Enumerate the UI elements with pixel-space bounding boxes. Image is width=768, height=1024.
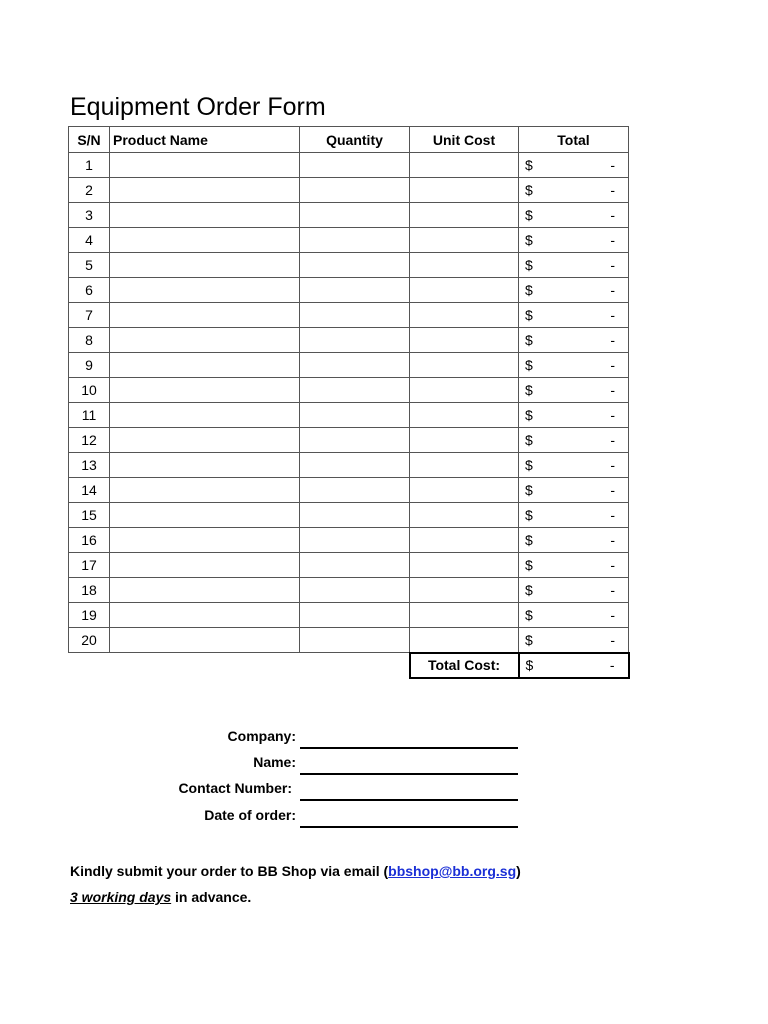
total-currency: $ (525, 282, 533, 298)
row-sn: 8 (69, 328, 110, 353)
row-sn: 12 (69, 428, 110, 453)
row-sn: 14 (69, 478, 110, 503)
total-amount: - (610, 482, 615, 498)
email-link[interactable]: bbshop@bb.org.sg (388, 863, 517, 879)
table-row (69, 578, 629, 603)
unit-cost-cell[interactable] (410, 453, 519, 478)
quantity-cell[interactable] (300, 528, 410, 553)
unit-cost-cell[interactable] (410, 153, 519, 178)
note-line-1 (70, 858, 521, 884)
total-cell (519, 528, 629, 553)
table-row (69, 478, 629, 503)
product-name-cell[interactable] (110, 328, 300, 353)
total-cell (519, 403, 629, 428)
row-sn: 7 (69, 303, 110, 328)
table-row (69, 403, 629, 428)
unit-cost-cell[interactable] (410, 228, 519, 253)
total-amount: - (610, 357, 615, 373)
product-name-cell[interactable] (110, 253, 300, 278)
total-cell (519, 553, 629, 578)
product-name-cell[interactable] (110, 478, 300, 503)
total-currency: $ (525, 382, 533, 398)
total-cell (519, 603, 629, 628)
total-currency: $ (525, 207, 533, 223)
total-cost-value (519, 653, 629, 678)
quantity-cell[interactable] (300, 278, 410, 303)
unit-cost-cell[interactable] (410, 378, 519, 403)
total-cell (519, 378, 629, 403)
total-cost-label: Total Cost: (410, 653, 519, 678)
header-sn: S/N (69, 127, 110, 153)
row-sn: 4 (69, 228, 110, 253)
row-sn: 10 (69, 378, 110, 403)
total-currency: $ (525, 232, 533, 248)
note-prefix: Kindly submit your order to BB Shop via email ( (70, 863, 389, 879)
table-row (69, 228, 629, 253)
total-cell (519, 153, 629, 178)
total-amount: - (610, 307, 615, 323)
total-cell (519, 328, 629, 353)
table-row (69, 278, 629, 303)
contact-number-label: Contact Number: (178, 780, 292, 796)
total-amount: - (610, 407, 615, 423)
total-currency: $ (525, 607, 533, 623)
table-row (69, 153, 629, 178)
quantity-cell[interactable] (300, 378, 410, 403)
total-currency: $ (525, 482, 533, 498)
row-sn: 11 (69, 403, 110, 428)
note-advance: in advance. (171, 889, 252, 905)
unit-cost-cell[interactable] (410, 478, 519, 503)
unit-cost-cell[interactable] (410, 628, 519, 653)
total-currency: $ (525, 432, 533, 448)
table-row (69, 603, 629, 628)
header-unit-cost: Unit Cost (410, 127, 519, 153)
table-row (69, 328, 629, 353)
row-sn: 16 (69, 528, 110, 553)
total-amount: - (610, 507, 615, 523)
total-amount: - (610, 582, 615, 598)
total-currency: $ (525, 357, 533, 373)
total-currency: $ (525, 257, 533, 273)
total-cost-row (69, 653, 629, 678)
quantity-cell[interactable] (300, 328, 410, 353)
total-cost-amount: - (609, 657, 615, 673)
product-name-cell[interactable] (110, 578, 300, 603)
quantity-cell[interactable] (300, 178, 410, 203)
table-header-row (69, 127, 629, 153)
total-cell (519, 178, 629, 203)
quantity-cell[interactable] (300, 253, 410, 278)
product-name-cell[interactable] (110, 503, 300, 528)
quantity-cell[interactable] (300, 503, 410, 528)
row-sn: 19 (69, 603, 110, 628)
product-name-cell[interactable] (110, 453, 300, 478)
total-cell (519, 578, 629, 603)
total-amount: - (610, 432, 615, 448)
quantity-cell[interactable] (300, 303, 410, 328)
unit-cost-cell[interactable] (410, 353, 519, 378)
product-name-cell[interactable] (110, 203, 300, 228)
product-name-cell[interactable] (110, 153, 300, 178)
unit-cost-cell[interactable] (410, 303, 519, 328)
unit-cost-cell[interactable] (410, 553, 519, 578)
quantity-cell[interactable] (300, 578, 410, 603)
note-emphasis: 3 working days (70, 889, 172, 905)
quantity-cell[interactable] (300, 153, 410, 178)
company-label: Company: (227, 728, 296, 744)
quantity-cell[interactable] (300, 403, 410, 428)
table-row (69, 353, 629, 378)
unit-cost-cell[interactable] (410, 528, 519, 553)
total-currency: $ (525, 582, 533, 598)
company-field[interactable] (300, 747, 518, 749)
unit-cost-cell[interactable] (410, 178, 519, 203)
unit-cost-cell[interactable] (410, 253, 519, 278)
total-cell (519, 428, 629, 453)
total-currency: $ (525, 407, 533, 423)
unit-cost-cell[interactable] (410, 503, 519, 528)
product-name-cell[interactable] (110, 628, 300, 653)
table-row (69, 378, 629, 403)
total-currency: $ (525, 532, 533, 548)
total-amount: - (610, 282, 615, 298)
table-row (69, 628, 629, 653)
total-amount: - (610, 607, 615, 623)
note-suffix: ) (516, 863, 521, 879)
table-row (69, 528, 629, 553)
row-sn: 9 (69, 353, 110, 378)
total-amount: - (610, 631, 615, 648)
row-sn: 18 (69, 578, 110, 603)
row-sn: 1 (69, 153, 110, 178)
total-amount: - (610, 332, 615, 348)
contact-number-field[interactable] (300, 799, 518, 801)
total-amount: - (610, 257, 615, 273)
unit-cost-cell[interactable] (410, 403, 519, 428)
header-quantity: Quantity (300, 127, 410, 153)
table-row (69, 253, 629, 278)
contact-number-row (0, 780, 520, 804)
company-row (0, 728, 520, 752)
total-currency: $ (525, 332, 533, 348)
name-label: Name: (253, 754, 296, 770)
table-row (69, 428, 629, 453)
table-row (69, 178, 629, 203)
quantity-cell[interactable] (300, 453, 410, 478)
product-name-cell[interactable] (110, 403, 300, 428)
total-cell (519, 453, 629, 478)
unit-cost-cell[interactable] (410, 203, 519, 228)
total-currency: $ (525, 457, 533, 473)
unit-cost-cell[interactable] (410, 278, 519, 303)
quantity-cell[interactable] (300, 478, 410, 503)
form-title: Equipment Order Form (70, 93, 326, 121)
total-cell (519, 503, 629, 528)
total-currency: $ (525, 182, 533, 198)
table-row (69, 303, 629, 328)
total-amount: - (610, 532, 615, 548)
product-name-cell[interactable] (110, 278, 300, 303)
total-amount: - (610, 457, 615, 473)
total-currency: $ (525, 557, 533, 573)
total-cell (519, 228, 629, 253)
total-cost-currency: $ (525, 657, 534, 673)
unit-cost-cell[interactable] (410, 603, 519, 628)
table-row (69, 203, 629, 228)
quantity-cell[interactable] (300, 628, 410, 653)
product-name-cell[interactable] (110, 553, 300, 578)
name-row (0, 754, 520, 778)
unit-cost-cell[interactable] (410, 428, 519, 453)
table-row (69, 453, 629, 478)
row-sn: 3 (69, 203, 110, 228)
quantity-cell[interactable] (300, 228, 410, 253)
total-cell (519, 353, 629, 378)
total-currency: $ (525, 307, 533, 323)
quantity-cell[interactable] (300, 553, 410, 578)
date-of-order-field[interactable] (300, 826, 518, 828)
total-amount: - (610, 232, 615, 248)
row-sn: 15 (69, 503, 110, 528)
submission-note (70, 858, 521, 910)
product-name-cell[interactable] (110, 528, 300, 553)
row-sn: 5 (69, 253, 110, 278)
total-cell (519, 628, 629, 653)
row-sn: 13 (69, 453, 110, 478)
total-cell (519, 253, 629, 278)
row-sn: 2 (69, 178, 110, 203)
total-currency: $ (525, 507, 533, 523)
order-table (68, 126, 630, 679)
quantity-cell[interactable] (300, 353, 410, 378)
total-cell (519, 478, 629, 503)
header-total: Total (519, 127, 629, 153)
total-currency: $ (525, 157, 533, 173)
product-name-cell[interactable] (110, 428, 300, 453)
row-sn: 6 (69, 278, 110, 303)
row-sn: 20 (69, 628, 110, 653)
total-cell (519, 303, 629, 328)
date-of-order-row (0, 807, 520, 831)
total-cell (519, 203, 629, 228)
total-amount: - (610, 382, 615, 398)
total-currency: $ (525, 631, 533, 648)
table-row (69, 503, 629, 528)
header-product-name: Product Name (110, 127, 300, 153)
product-name-cell[interactable] (110, 178, 300, 203)
quantity-cell[interactable] (300, 203, 410, 228)
product-name-cell[interactable] (110, 228, 300, 253)
product-name-cell[interactable] (110, 353, 300, 378)
total-amount: - (610, 157, 615, 173)
total-amount: - (610, 207, 615, 223)
table-row (69, 553, 629, 578)
unit-cost-cell[interactable] (410, 578, 519, 603)
product-name-cell[interactable] (110, 378, 300, 403)
quantity-cell[interactable] (300, 603, 410, 628)
quantity-cell[interactable] (300, 428, 410, 453)
note-line-2 (70, 884, 521, 910)
row-sn: 17 (69, 553, 110, 578)
product-name-cell[interactable] (110, 303, 300, 328)
unit-cost-cell[interactable] (410, 328, 519, 353)
name-field[interactable] (300, 773, 518, 775)
total-cell (519, 278, 629, 303)
date-of-order-label: Date of order: (204, 807, 296, 823)
product-name-cell[interactable] (110, 603, 300, 628)
total-amount: - (610, 557, 615, 573)
total-amount: - (610, 182, 615, 198)
